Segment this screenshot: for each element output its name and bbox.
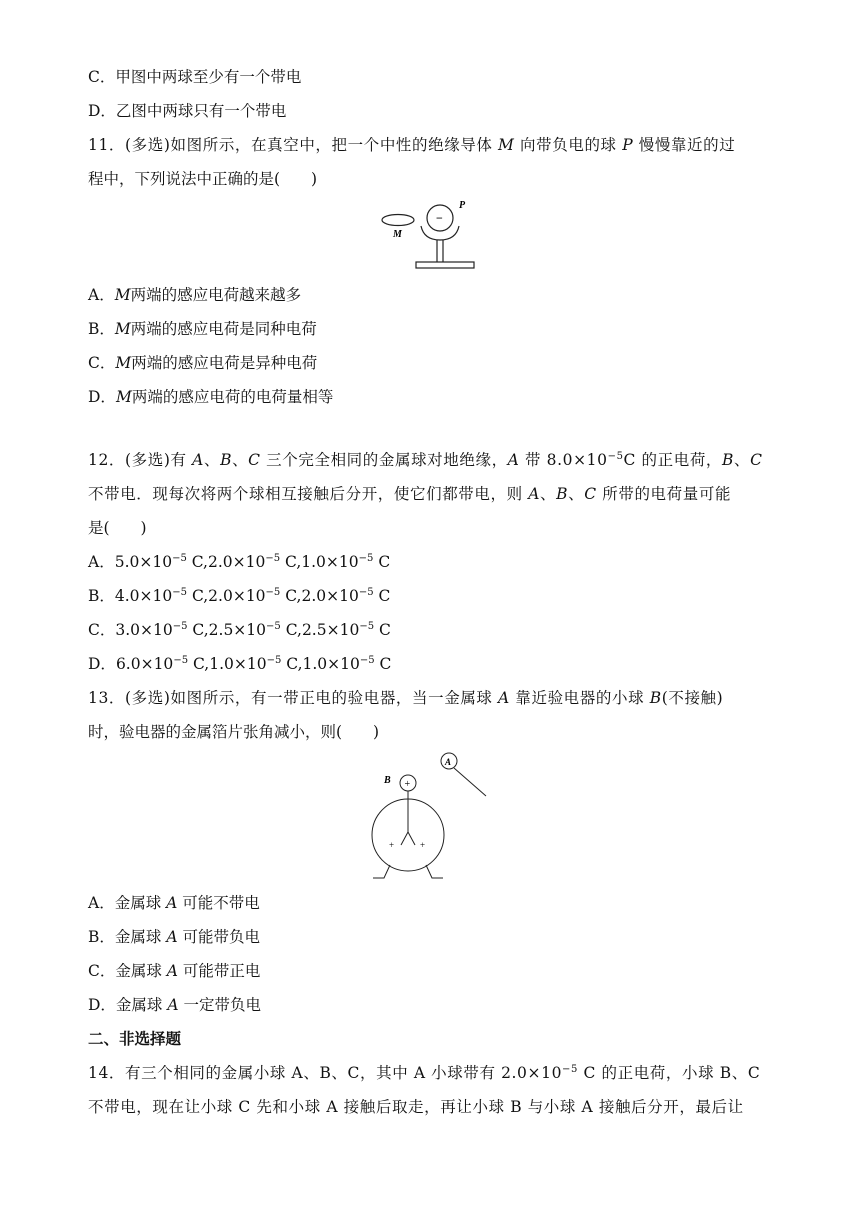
q14-stem-line-2: 不带电，现在让小球 C 先和小球 A 接触后取走，再让小球 B 与小球 A 接触后分开，最后让 [88, 1098, 744, 1116]
q10-option-c: C．甲图中两球至少有一个带电 [88, 68, 302, 86]
q13-figure [368, 750, 492, 882]
q12-option-b: B．$4.0\times 10^{-5}$ $C,2.0\times 10^{-5}$ $C,2.0\times 10^{-5}$ C [88, 587, 391, 605]
leaf-right [408, 832, 415, 845]
conductor-m-shape [382, 215, 414, 226]
q11-figure [380, 196, 480, 272]
ball-p-charge: − [436, 211, 443, 225]
q12-stem-line-1: 12．(多选)有 A、B、C 三个完全相同的金属球对地绝缘，A 带 $8.0\times 10^{-5}C$ 的正电荷，B、C [88, 451, 763, 469]
q12-option-a: A．$5.0\times 10^{-5}$ $C,2.0\times 10^{-5}$ $C,1.0\times 10^{-5}$ C [88, 553, 391, 571]
leaf-left [401, 832, 408, 845]
q12-option-d: D．$6.0\times 10^{-5}$ $C,1.0\times 10^{-5}$ $C,1.0\times 10^{-5}$ C [88, 655, 392, 673]
q11-option-c: C．M两端的感应电荷是异种电荷 [88, 354, 318, 372]
q13-option-b: B．金属球 A 可能带负电 [88, 928, 260, 946]
section-heading: 二、非选择题 [88, 1029, 182, 1048]
q12-stem-line-3: 是( ) [88, 519, 147, 537]
q11-stem-line-1: 11．(多选)如图所示，在真空中，把一个中性的绝缘导体 M 向带负电的球 P 慢慢靠近的过 [88, 136, 736, 154]
stand-base [416, 262, 474, 268]
stand-holder [421, 226, 459, 240]
q13-stem-line-1: 13．(多选)如图所示，有一带正电的验电器，当一金属球 A 靠近验电器的小球 B(不接触) [88, 689, 724, 707]
leg-left [373, 865, 390, 878]
q11-option-b: B．M两端的感应电荷是同种电荷 [88, 320, 317, 338]
q14-stem-line-1: 14．有三个相同的金属小球 A、B、C，其中 A 小球带有 $2.0\times 10^{-5}$ C 的正电荷，小球 B、C [88, 1064, 761, 1082]
leaf-right-plus: + [420, 840, 426, 850]
label-b: B [384, 775, 391, 786]
q10-option-d: D．乙图中两球只有一个带电 [88, 102, 287, 120]
ball-b-plus: + [404, 779, 411, 790]
q11-option-a: A．M两端的感应电荷越来越多 [88, 286, 302, 304]
label-m: M [393, 229, 402, 240]
q11-option-d: D．M两端的感应电荷的电荷量相等 [88, 388, 334, 406]
q13-option-d: D．金属球 A 一定带负电 [88, 996, 261, 1014]
q12-option-c: C．$3.0\times 10^{-5}$ $C,2.5\times 10^{-5}$ $C,2.5\times 10^{-5}$ C [88, 621, 391, 639]
label-p: P [459, 200, 466, 211]
leaf-left-plus: + [389, 840, 395, 850]
q13-stem-line-2: 时，验电器的金属箔片张角减小，则( ) [88, 723, 380, 741]
q12-stem-line-2: 不带电．现每次将两个球相互接触后分开，使它们都带电，则 A、B、C 所带的电荷量可能 [88, 485, 732, 503]
label-a: A [445, 757, 452, 767]
ball-a-handle [454, 768, 486, 796]
q11-stem-line-2: 程中，下列说法中正确的是( ) [88, 170, 318, 188]
q13-option-c: C．金属球 A 可能带正电 [88, 962, 261, 980]
q13-option-a: A．金属球 A 可能不带电 [88, 894, 260, 912]
leg-right [426, 865, 443, 878]
